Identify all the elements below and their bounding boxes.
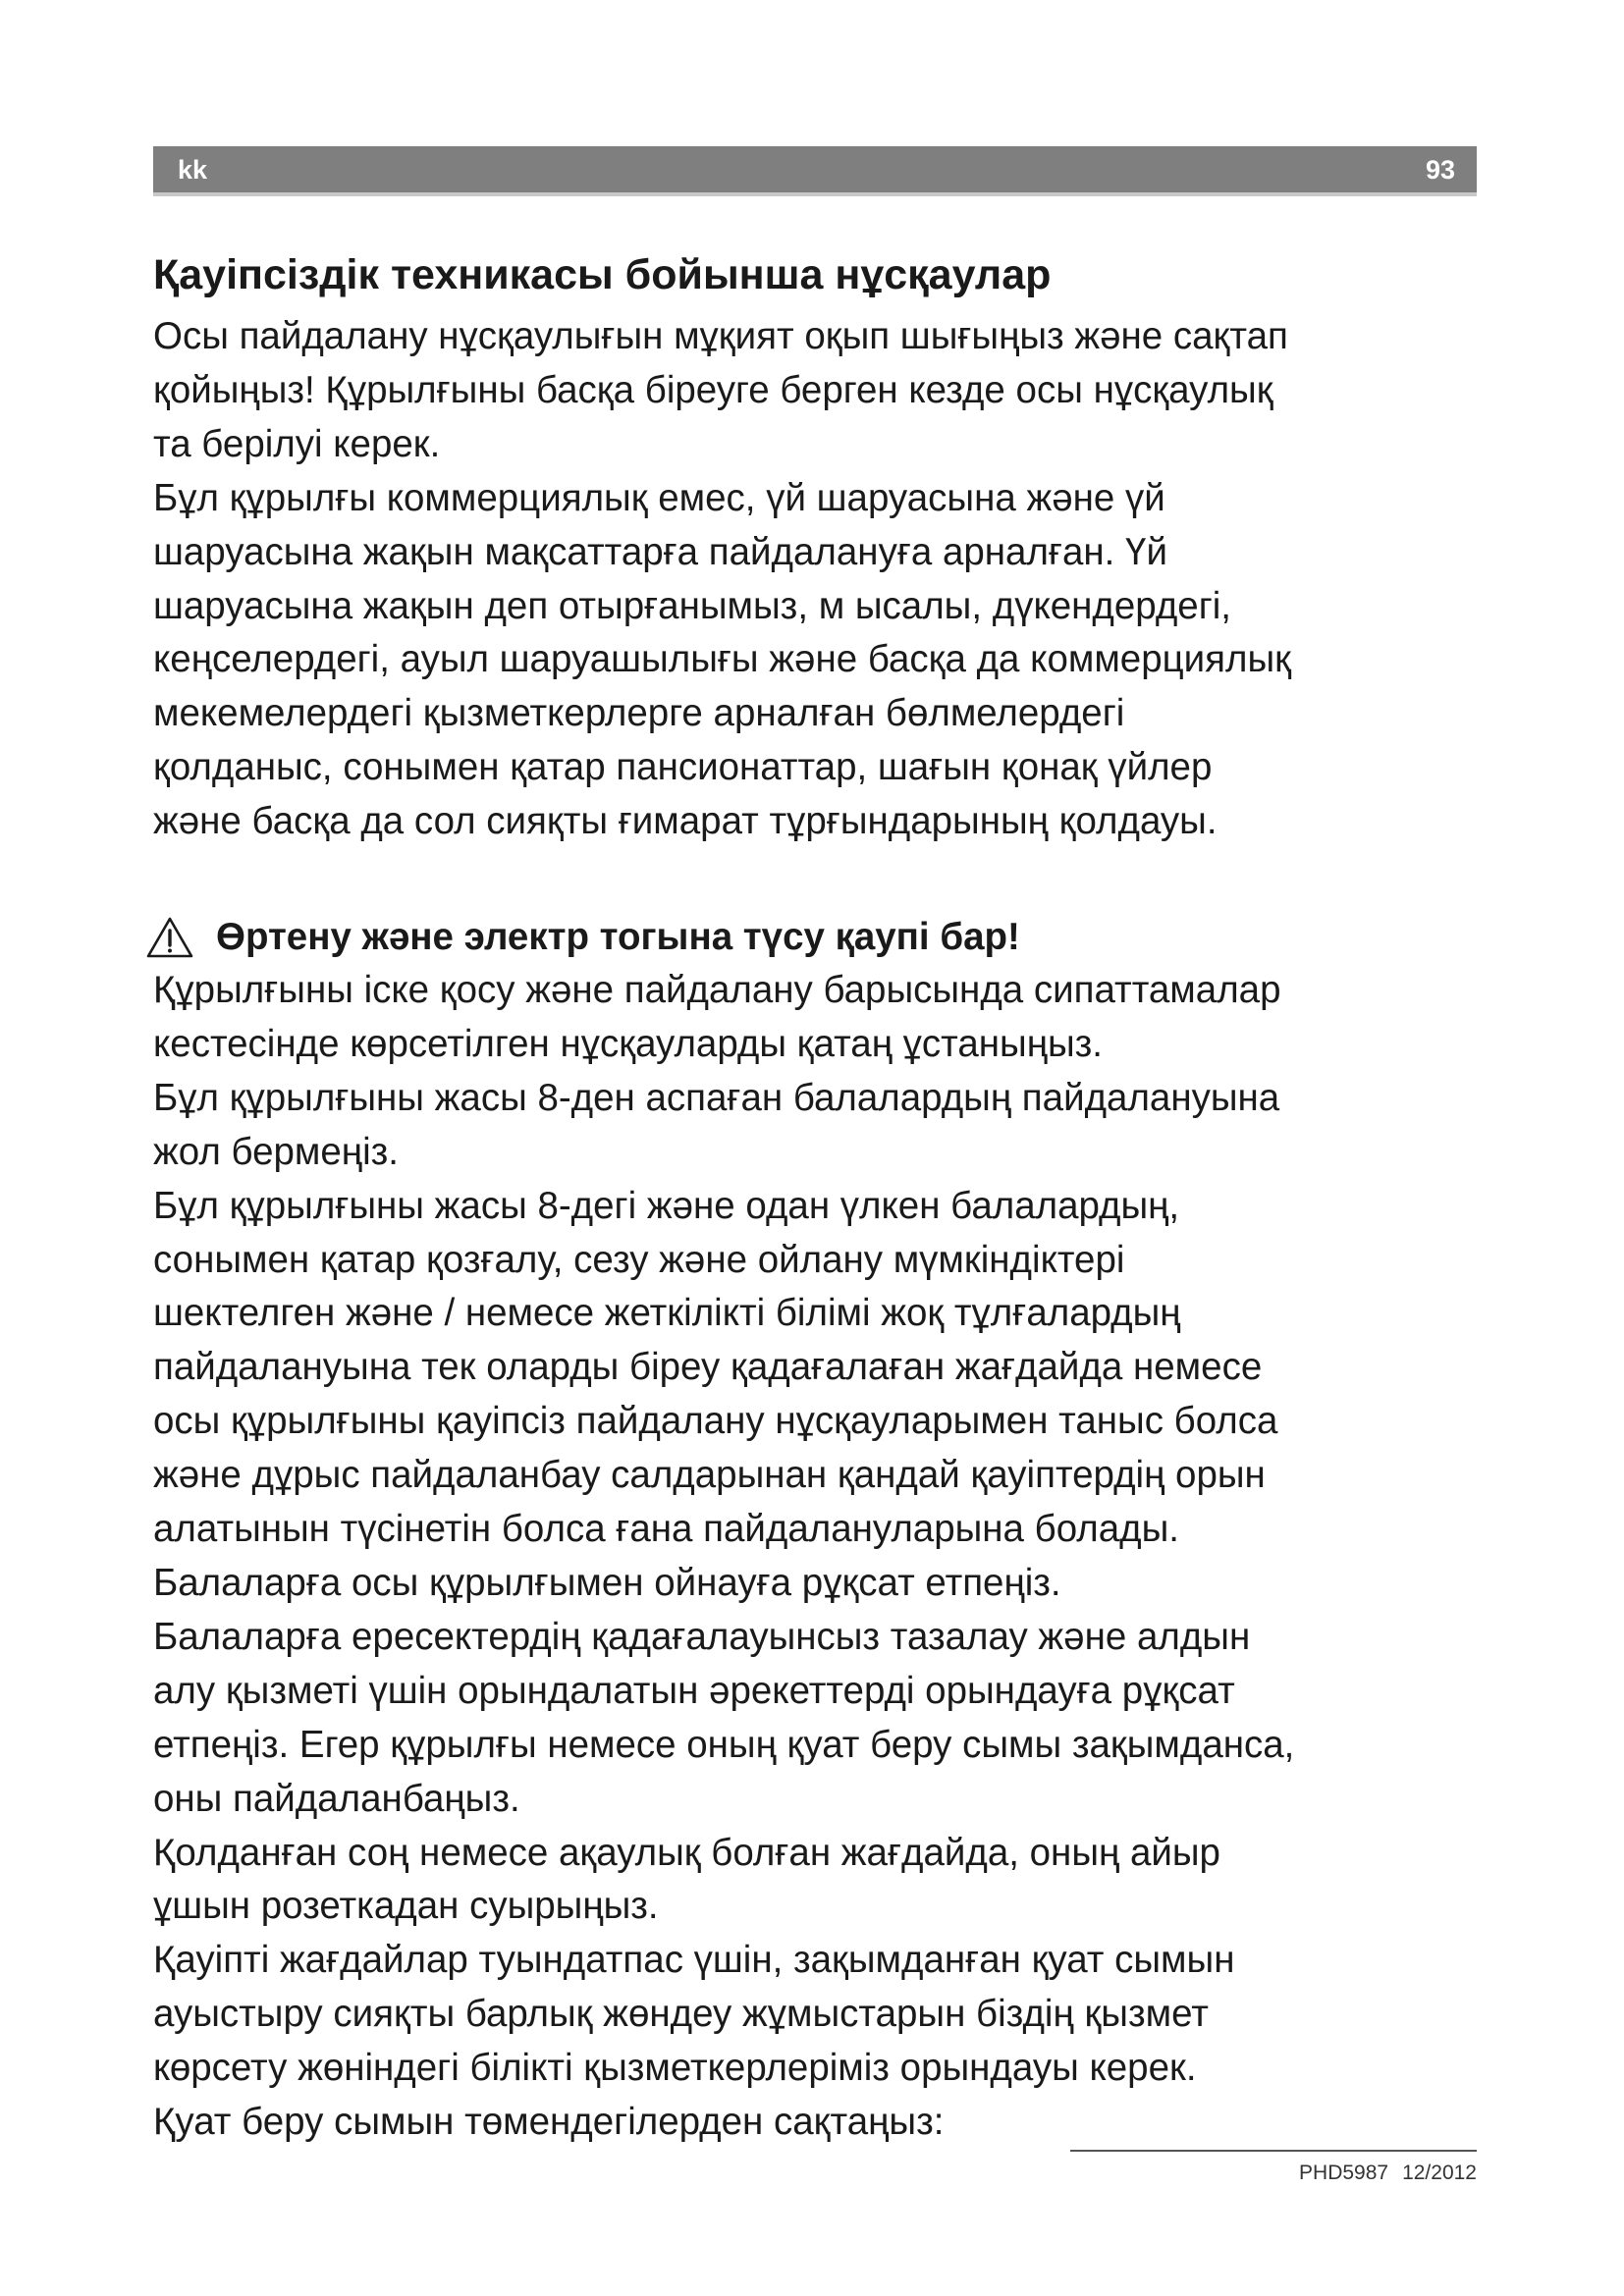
text-line: Балаларға осы құрылғымен ойнауға рұқсат етпеңіз. [153,1561,1061,1604]
text-line: қойыңыз! Құрылғыны басқа біреуге берген кезде осы нұсқаулық [153,368,1273,411]
text-line: Қуат беру сымын төмендегілерден сақтаңыз: [153,2101,945,2144]
footer-doc-code [1299,2162,1477,2185]
footer-date: 12/2012 [1402,2162,1477,2184]
text-line: Осы пайдалану нұсқаулығын мұқият оқып шығыңыз және сақтап [153,315,1288,357]
text-line: кеңселердегі, ауыл шаруашылығы және басқа да коммерциялық [153,638,1292,681]
text-line: және басқа да сол сияқты ғимарат тұрғындарының қолдауы. [153,800,1218,843]
text-line: ұшын розеткадан суырыңыз. [153,1885,659,1928]
page-number: 93 [1425,155,1455,185]
text-line: Балаларға ересектердің қадағалауынсыз тазалау және алдын [153,1615,1251,1658]
text-line: шаруасына жақын деп отырғанымыз, м ысалы, дүкендердегі, [153,584,1231,627]
text-line: оны пайдаланбаңыз. [153,1777,520,1820]
text-line: кестесінде көрсетілген нұсқауларды қатаң ұстаныңыз. [153,1022,1103,1065]
footer-model: PHD5987 [1299,2162,1389,2184]
text-line: Бұл құрылғыны жасы 8-ден аспаған балалардың пайдалануына [153,1076,1280,1119]
page-header-bar [153,146,1477,196]
text-line: осы құрылғыны қауіпсіз пайдалану нұсқауларымен таныс болса [153,1400,1278,1443]
text-line: жол бермеңіз. [153,1130,399,1173]
warning-text [153,964,1508,2150]
text-line: шектелген және / немесе жеткілікті білімі жоқ тұлғалардың [153,1292,1181,1335]
language-code: kk [178,155,208,185]
text-line: алатынын түсінетін болса ғана пайдалануларына болады. [153,1508,1179,1551]
text-line: Қауіпті жағдайлар туындатпас үшін, зақымданған қуат сымын [153,1939,1235,1982]
text-line: және дұрыс пайдаланбау салдарынан қандай қауіптердің орын [153,1454,1266,1497]
footer-rule [1070,2150,1477,2152]
text-line: ауыстыру сияқты барлық жөндеу жұмыстарын біздің қызмет [153,1993,1209,2036]
text-line: шаруасына жақын мақсаттарға пайдалануға арналған. Үй [153,530,1167,573]
text-line: қолданыс, сонымен қатар пансионаттар, шағын қонақ үйлер [153,746,1213,789]
page-title: Қауіпсіздік техникасы бойынша нұсқаулар [153,251,1052,298]
text-line: сонымен қатар қозғалу, сезу және ойлану мүмкіндіктері [153,1238,1125,1281]
warning-heading-text: Өртену және электр тогына түсу қаупі бар! [216,916,1020,958]
warning-heading [145,911,1020,964]
text-line: алу қызметі үшін орындалатын әрекеттерді орындауға рұқсат [153,1669,1235,1712]
text-line: та берілуі керек. [153,422,441,465]
text-line: Бұл құрылғыны жасы 8-дегі және одан үлкен балалардың, [153,1184,1180,1227]
text-line: Құрылғыны іске қосу және пайдалану барысында сипаттамалар [153,969,1281,1011]
text-line: етпеңіз. Егер құрылғы немесе оның қуат беру сымы зақымданса, [153,1723,1295,1766]
text-line: пайдалануына тек оларды біреу қадағалаған жағдайда немесе [153,1346,1263,1389]
text-line: Қолданған соң немесе ақаулық болған жағдайда, оның айыр [153,1831,1220,1874]
text-line: мекемелердегі қызметкерлерге арналған бөлмелердегі [153,692,1125,735]
text-line: Бұл құрылғы коммерциялық емес, үй шаруасына және үй [153,476,1165,519]
text-line: көрсету жөніндегі білікті қызметкерлеріміз орындауы керек. [153,2047,1197,2090]
intro-text [153,310,1508,849]
warning-triangle-icon [145,916,194,959]
